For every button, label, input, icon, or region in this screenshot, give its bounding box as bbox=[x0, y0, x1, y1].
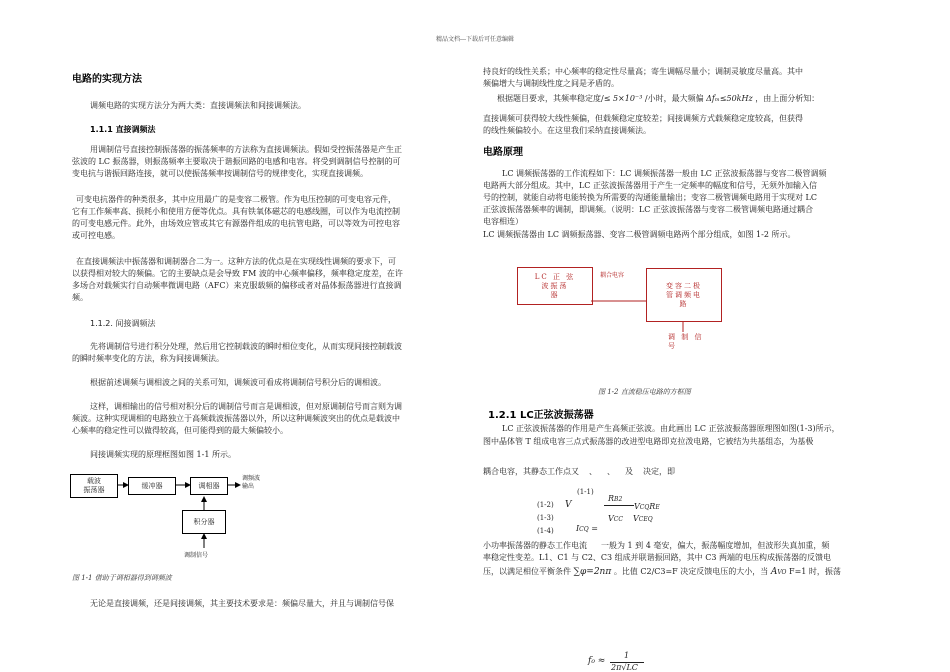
equation-term: V bbox=[565, 500, 572, 510]
var: V bbox=[633, 514, 639, 523]
modulating-signal-label: 调制信号 bbox=[184, 552, 209, 559]
text: 根据题目要求，其频率稳定度/≤ bbox=[497, 94, 611, 103]
text: 决定，即 bbox=[643, 467, 675, 476]
text: 及 bbox=[625, 467, 633, 476]
subscript: VO bbox=[777, 569, 787, 576]
paragraph-line: 率稳定性变差。L1、C1 与 C2、C3 组成并联谐振回路，其中 C3 两端的电压构成振荡器的反馈电 bbox=[483, 553, 831, 562]
gain-symbol bbox=[771, 567, 787, 577]
var: V bbox=[608, 514, 614, 523]
paragraph-line: 先将调制信号进行积分处理，然后用它控制载波的瞬时相位变化，从而实现间接控制载波 bbox=[90, 342, 402, 351]
coupling-capacitor-label: 耦合电容 bbox=[600, 272, 625, 279]
integrator-block: 积分器 bbox=[182, 510, 226, 534]
paragraph: 根据前述调频与调相波之间的关系可知，调频波可看成将调制信号积分后的调相波。 bbox=[90, 378, 386, 387]
paragraph-line: 用调制信号直接控制振荡器的振荡频率的方法称为直接调频法。假如受控振荡器是产生正 bbox=[90, 145, 402, 154]
var: A bbox=[770, 567, 778, 577]
paragraph-line: 频偏增大与调制线性度之间是矛盾的。 bbox=[483, 79, 619, 88]
paragraph-line: 可变电抗器件的种类很多，其中应用最广的是变容二极管。作为电压控制的可变电容元件， bbox=[76, 195, 396, 204]
paragraph-line: LC 调频振荡器由 LC 调频振荡器、变容二极管调频电路两个部分组成，如图 1-2 所示。 bbox=[483, 230, 796, 239]
paragraph-line: 心频率的稳定性可以做得较高，但可能得到的最大频偏较小。 bbox=[72, 426, 288, 435]
text: 、 bbox=[607, 467, 615, 476]
equation-term bbox=[633, 514, 653, 523]
var: R bbox=[608, 494, 615, 503]
f0-denominator: 2π√LC bbox=[611, 663, 638, 672]
paragraph: 间接调频实现的原理框图如图 1-1 所示。 bbox=[90, 450, 236, 459]
paragraph-line: 电路两大部分组成。其中，LC 正弦波振荡器用于产生一定频率的幅度和信号，无须外加输入信 bbox=[483, 181, 817, 190]
paragraph-line: 变电抗与谐振回路连接，就可以使振荡频率按调制信号的规律变化，实现直接调频。 bbox=[72, 169, 368, 178]
paragraph-line: LC 调频振荡器的工作流程如下：LC 调频振荡器一般由 LC 正弦波振荡器与变容二极管调频 bbox=[502, 169, 827, 178]
paragraph-line: 的瞬时频率变化的方法，称为间接调频法。 bbox=[72, 354, 224, 363]
paragraph-line: 弦波的 LC 振荡器，则振荡频率主要取决于谐振回路的电感和电容。将受到调制信号控制的可 bbox=[72, 157, 401, 166]
equation-term bbox=[634, 502, 660, 511]
text: 小功率振荡器的静态工作电流 bbox=[483, 541, 587, 550]
paragraph-line bbox=[483, 540, 829, 553]
text: 、 bbox=[589, 467, 597, 476]
paragraph-line: 或可控电感。 bbox=[72, 231, 120, 240]
figure-caption: 图 1-2 直流稳压电路的方框图 bbox=[598, 388, 691, 396]
text: F=1 时，振荡 bbox=[789, 567, 841, 576]
phase-balance-formula: ∑φ=2nπ bbox=[573, 567, 612, 577]
modulating-signal-label: 调 制 信 号 bbox=[668, 333, 704, 350]
figure-caption: 图 1-1 借助于调相器得到调频波 bbox=[72, 574, 172, 582]
var: R bbox=[649, 502, 656, 511]
paragraph-line: 多场合对载频实行自动频率微调电路（AFC）来克服载频的偏移或者对晶体振荡器进行直接调 bbox=[72, 281, 402, 290]
text: 耦合电容，其静态工作点又 bbox=[483, 467, 579, 476]
paragraph-line: 频波。这种实现调相的电路独立于高频载波振荡器以外，所以这种调频波突出的优点是载波中 bbox=[72, 414, 400, 423]
equation-term bbox=[608, 514, 623, 523]
text: 一般为 1 到 4 毫安，偏大，振荡幅度增加，但波形失真加重，频 bbox=[601, 541, 830, 550]
stability-formula: 5×10⁻³ bbox=[612, 94, 643, 103]
paragraph-line: 号的控制，就能自动将电能转换为所需要的沟通能量输出；变容二极管调频电路用于实现对 LC bbox=[483, 193, 817, 202]
paragraph-line: LC 正弦波振荡器的作用是产生高频正弦波。由此画出 LC 正弦波振荡器原理图如图(1-3)所示， bbox=[502, 424, 840, 433]
equation-number: (1-2) bbox=[537, 501, 554, 509]
deviation-formula: Δfₘ≤50kHz bbox=[706, 94, 753, 103]
paragraph-line: 的线性频偏较小。在这里我们采纳直接调频法。 bbox=[483, 126, 651, 135]
paragraph-line: 这样，调相输出的信号相对积分后的调制信号而言是调相波，但对原调制信号而言则为调 bbox=[90, 402, 402, 411]
paragraph-line: 的可变电感元件。此外，由场效应管或其它有源器件组成的电抗管电路，可以等效为可控电容 bbox=[72, 219, 400, 228]
paragraph-line: 无论是直接调频，还是间接调频，其主要技术要求是：频偏尽量大，并且与调制信号保 bbox=[90, 599, 394, 608]
section-title: 电路的实现方法 bbox=[72, 74, 142, 85]
buffer-block: 缓冲器 bbox=[128, 477, 176, 495]
phase-modulator-block: 调相器 bbox=[190, 477, 228, 495]
subscript: CQ bbox=[639, 504, 650, 511]
paragraph: 调频电路的实现方法分为两大类：直接调频法和间接调频法。 bbox=[90, 101, 306, 110]
paragraph-line: 直接调频可获得较大线性频偏，但载频稳定度较差；间接调频方式载频稳定度较高，但获得 bbox=[483, 114, 803, 123]
equation-number: (1-4) bbox=[537, 527, 554, 535]
paragraph-line: 在直接调频法中振荡器和调制器合二为一。这种方法的优点是在实现线性调频的要求下，可 bbox=[76, 257, 396, 266]
var: I bbox=[576, 524, 580, 533]
equation-term: ICQ = bbox=[576, 524, 598, 533]
paragraph-line bbox=[497, 93, 819, 106]
paragraph-line: 它有工作频率高、损耗小和使用方便等优点。具有铁氧体磁芯的电感线圈，可以作为电流控制 bbox=[72, 207, 400, 216]
lc-oscillator-block: LC 正 弦 波振荡 器 bbox=[517, 267, 593, 305]
paragraph-line: 正弦波振荡器频率的调制，即调频。（说明：LC 正弦波振荡器与变容二极管调频电路通过耦合 bbox=[483, 205, 813, 214]
page-header: 精品文档---下载后可任意编辑 bbox=[435, 36, 515, 43]
subsection-heading: 1.2.1 LC正弦波振荡器 bbox=[488, 410, 594, 421]
equation-term bbox=[608, 494, 622, 503]
paragraph-line bbox=[483, 566, 841, 580]
paragraph-line bbox=[483, 466, 675, 479]
var: V bbox=[634, 502, 640, 511]
paragraph-line: 电容相连） bbox=[483, 217, 523, 226]
fm-output-label: 调频波 输出 bbox=[242, 475, 261, 490]
subscript: CC bbox=[613, 516, 623, 523]
paragraph-line: 以获得相对较大的频偏。它的主要缺点是会导致 FM 波的中心频率偏移，频率稳定度差，在许 bbox=[72, 269, 403, 278]
carrier-oscillator-block: 载波 振荡器 bbox=[70, 474, 118, 498]
text: 压，以满足相位平衡条件 bbox=[483, 567, 571, 576]
paragraph-line: 持良好的线性关系；中心频率的稳定性尽量高；寄生调幅尽量小；调制灵敏度尽量高。其中 bbox=[483, 67, 803, 76]
equation-number: (1-1) bbox=[577, 488, 594, 496]
paragraph-line: 图中晶体管 T 组成电容三点式振荡器的改进型电路即克拉泼电路，它被结为共基组态，为基极 bbox=[483, 437, 814, 446]
varactor-modulator-block: 变容二极 管调频电 路 bbox=[646, 268, 722, 322]
equation-number: (1-3) bbox=[537, 514, 554, 522]
f0-lhs: f₀ ≈ bbox=[588, 656, 606, 666]
paragraph-line: 频。 bbox=[72, 293, 88, 302]
subscript: E bbox=[655, 504, 660, 511]
subsection-heading: 1.1.2. 间接调频法 bbox=[90, 319, 156, 328]
f0-numerator: 1 bbox=[624, 651, 630, 660]
section-title: 电路原理 bbox=[483, 147, 523, 158]
text: /小时，最大频偏 bbox=[644, 94, 704, 103]
subscript: CQ bbox=[579, 526, 589, 533]
text: 。比值 C2/C3=F 决定反馈电压的大小，当 bbox=[613, 567, 769, 576]
subsection-heading: 1.1.1 直接调频法 bbox=[90, 125, 156, 134]
subscript: CEQ bbox=[638, 516, 653, 523]
subscript: B2 bbox=[614, 496, 623, 503]
text: ，由上面分析知： bbox=[755, 94, 820, 103]
fraction-bar bbox=[604, 505, 634, 506]
